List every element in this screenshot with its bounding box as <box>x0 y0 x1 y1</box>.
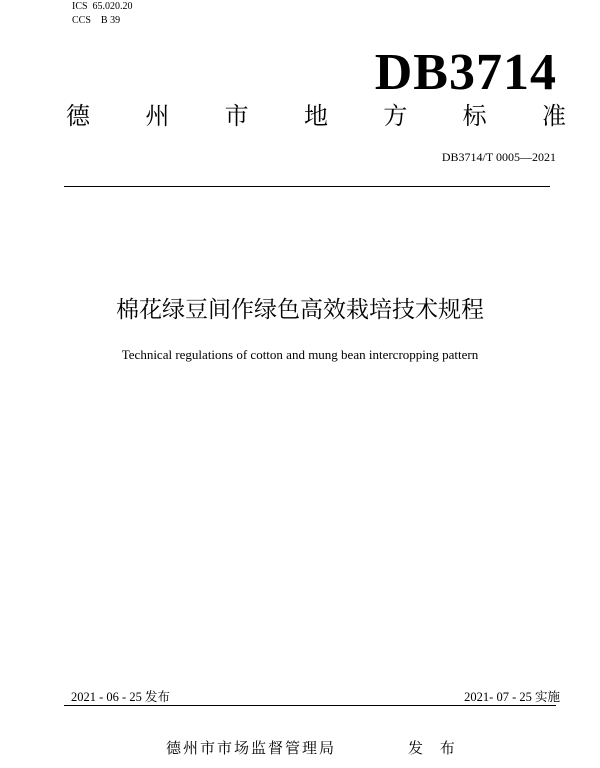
standard-type-char: 州 <box>145 102 170 130</box>
ics-code: ICS 65.020.20 <box>72 1 133 12</box>
standard-code: DB3714 <box>374 44 557 101</box>
implementation-date: 2021- 07 - 25 实施 <box>464 690 560 704</box>
standard-number: DB3714/T 0005—2021 <box>441 150 556 164</box>
document-title-english: Technical regulations of cotton and mung bean intercropping pattern <box>121 347 479 362</box>
header-divider <box>64 186 550 187</box>
document-title-chinese: 棉花绿豆间作绿色高效栽培技术规程 <box>116 297 484 323</box>
standard-type <box>66 99 566 133</box>
standard-type-char: 标 <box>462 102 487 130</box>
standard-type-char: 地 <box>303 102 328 130</box>
issuing-authority: 德州市市场监督管理局 <box>166 739 337 757</box>
standard-type-char: 准 <box>541 102 566 130</box>
footer-divider <box>64 705 556 706</box>
standard-type-char: 方 <box>383 102 408 130</box>
standard-type-char: 德 <box>66 102 90 130</box>
issue-date: 2021 - 06 - 25 发布 <box>71 690 170 704</box>
standard-type-char: 市 <box>224 102 249 130</box>
issue-label: 发 布 <box>408 739 461 757</box>
ccs-code: CCS B 39 <box>72 15 121 26</box>
